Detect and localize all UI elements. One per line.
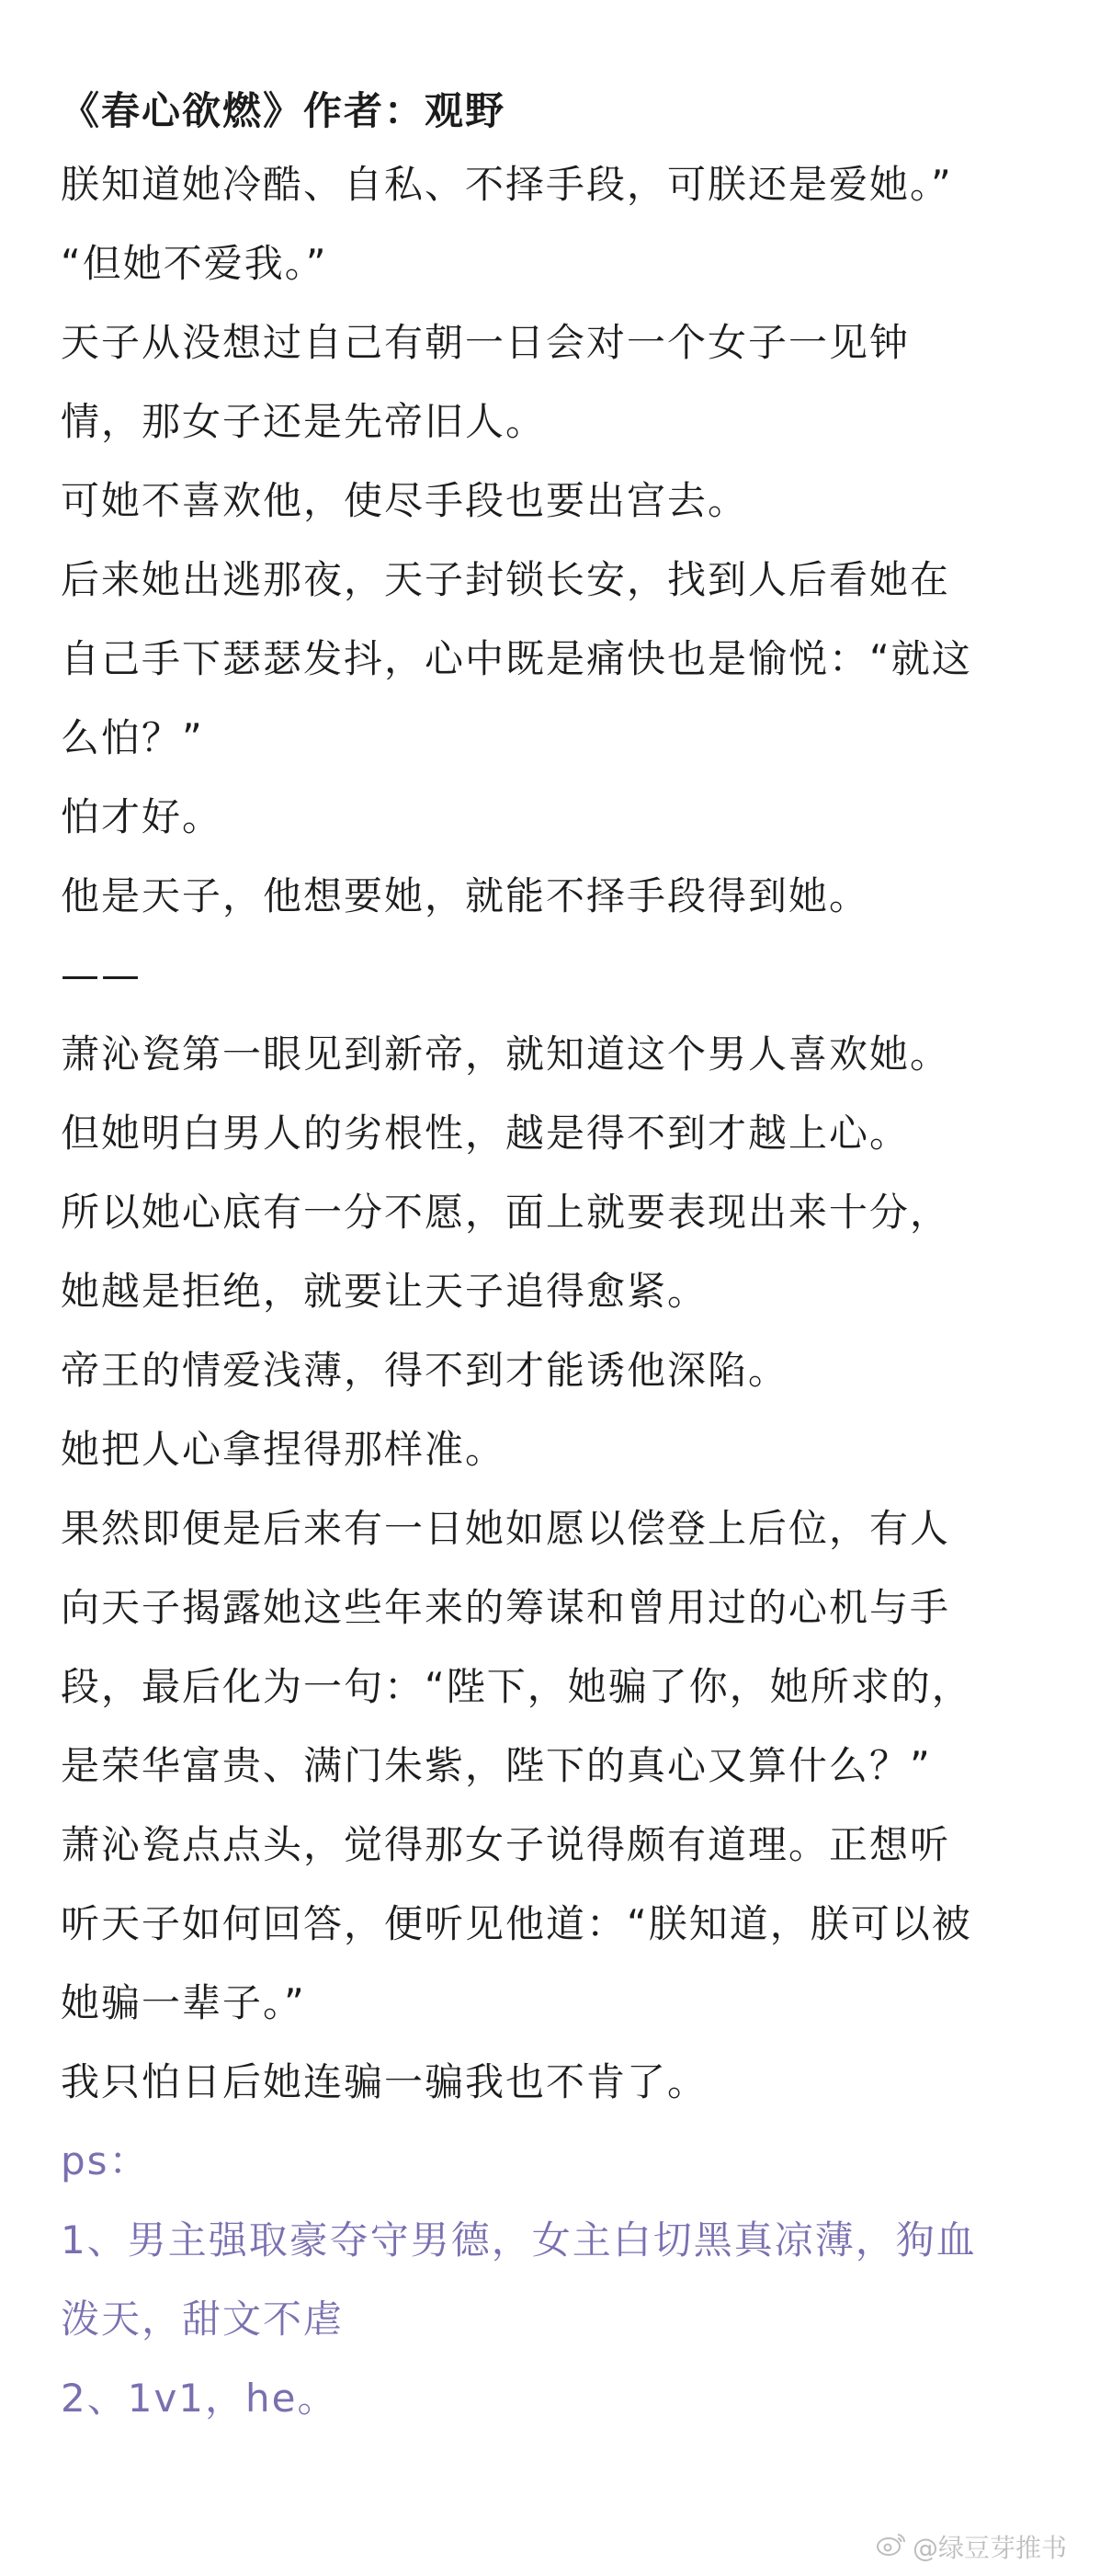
text-line: 是荣华富贵、满门朱紫，陛下的真心又算什么？” — [61, 1743, 932, 1788]
text-line: 朕知道她冷酷、自私、不择手段，可朕还是爱她。” — [61, 162, 953, 207]
text-line: 她把人心拿捏得那样准。 — [61, 1427, 506, 1472]
text-line: 萧沁瓷点点头，觉得那女子说得颇有道理。正想听 — [61, 1822, 951, 1867]
text-line: 听天子如何回答，便听见他道：“朕知道，朕可以被 — [61, 1901, 972, 1946]
text-line: 但她明白男人的劣根性，越是得不到才越上心。 — [61, 1111, 911, 1156]
text-line: 段，最后化为一句：“陛下，她骗了你，她所求的， — [61, 1664, 972, 1709]
text-line: 我只怕日后她连骗一骗我也不肯了。 — [61, 2059, 709, 2104]
book-title: 《春心欲燃》作者：观野 — [61, 88, 506, 133]
text-line: 可她不喜欢他，使尽手段也要出宫去。 — [61, 478, 749, 523]
watermark — [876, 2528, 1067, 2565]
text-line: 帝王的情爱浅薄，得不到才能诱他深陷。 — [61, 1348, 789, 1393]
article-body — [61, 77, 1049, 2438]
weibo-icon — [876, 2531, 907, 2563]
ps-line: 1、男主强取豪夺守男德，女主白切黑真凉薄，狗血 — [61, 2217, 977, 2263]
watermark-text: @绿豆芽推书 — [912, 2533, 1067, 2563]
text-line: 所以她心底有一分不愿，面上就要表现出来十分， — [61, 1190, 951, 1235]
text-line: 萧沁瓷第一眼见到新帝，就知道这个男人喜欢她。 — [61, 1032, 951, 1077]
section-divider: —— — [61, 952, 142, 997]
text-line: 她越是拒绝，就要让天子追得愈紧。 — [61, 1269, 709, 1314]
text-line: 她骗一辈子。” — [61, 1980, 306, 2025]
text-line: 情，那女子还是先帝旧人。 — [61, 399, 547, 444]
ps-line: 泼天，甜文不虐 — [61, 2297, 345, 2342]
text-line: 他是天子，他想要她，就能不择手段得到她。 — [61, 873, 870, 918]
text-line: 怕才好。 — [61, 794, 223, 839]
ps-line: ps： — [61, 2138, 150, 2183]
text-line: “但她不爱我。” — [61, 241, 328, 286]
text-line: 么怕？” — [61, 715, 204, 760]
text-line: 自己手下瑟瑟发抖，心中既是痛快也是愉悦：“就这 — [61, 636, 972, 681]
text-line: 向天子揭露她这些年来的筹谋和曾用过的心机与手 — [61, 1585, 951, 1630]
text-line: 果然即便是后来有一日她如愿以偿登上后位，有人 — [61, 1506, 951, 1551]
text-line: 天子从没想过自己有朝一日会对一个女子一见钟 — [61, 320, 911, 365]
text-line: 后来她出逃那夜，天子封锁长安，找到人后看她在 — [61, 557, 951, 602]
ps-line: 2、1v1，he。 — [61, 2376, 338, 2421]
